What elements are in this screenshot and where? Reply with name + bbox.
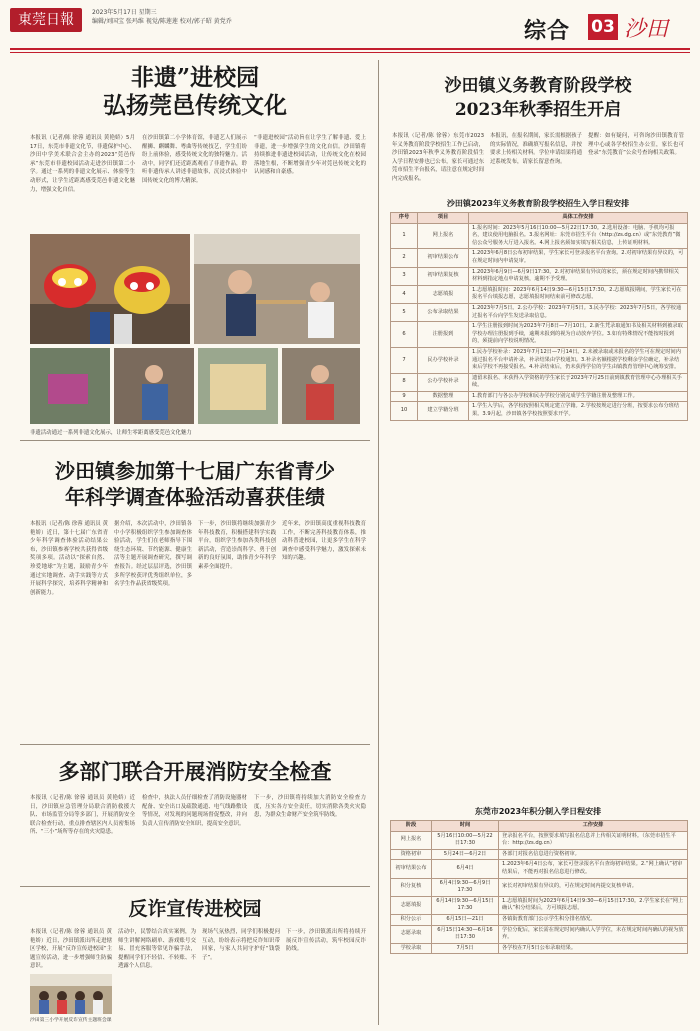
table-row [391, 896, 688, 914]
article1-title-line1: 非遗”进校园 [130, 64, 260, 91]
table-row [391, 322, 688, 348]
article1-headline [20, 64, 370, 120]
table-cell-item: 志愿填报 [418, 285, 469, 303]
article1-title-line2: 弘扬莞邑传统文化 [103, 92, 287, 119]
article2-title-line1: 沙田镇参加第十七届广东省青少 [55, 459, 335, 483]
table-cell-time: 6月14日9:30—6月15日17:30 [432, 896, 499, 914]
table-cell-detail: 1.2023年6月8日公布初审结果，学生家长可登录报名平台查询。2.对初审结果有异议的，可在规定时间内申请复审。 [469, 249, 688, 267]
page-number: 03 [588, 14, 618, 40]
table-cell-detail: 1.2023年6月4日公布，家长可登录报名平台查询初审结果。2.“网上确认”初审结果后，不能再对报名信息进行修改。 [499, 860, 688, 878]
article1-col3: “非遗进校园”活动旨在让学生了解非遗、爱上非遗，进一步增强学生的文化自信。沙田镇将持续推进非遗进校园活动，让传统文化在校园落地生根，不断增强青少年对莞邑传统文化的认同感和自豪感。 [254, 135, 366, 176]
table-row [391, 831, 688, 849]
article4-col3: 现场气氛热烈，同学们积极提问互动，纷纷表示将把反诈知识带回家，与家人共同守护好“钱袋子”。 [202, 929, 280, 961]
article2-col2: 据介绍，本次活动中，沙田镇各中小学积极组织学生参加调查体验活动，学生们在老师指导下围绕生态环境、节约能源、健康生活等主题开展调查研究，撰写调查报告。经过层层评选，沙田镇多所学校获评优秀组织单位，多名学生作品获省级奖项。 [114, 521, 192, 588]
table-cell-detail: 各镇街教育部门公示学生积分排名情况。 [499, 914, 688, 925]
table-row [391, 914, 688, 925]
table-cell-item: 初审结果公布 [418, 249, 469, 267]
table-cell-no: 8 [391, 373, 418, 391]
article2-col1: 本报讯（记者/陈 徐蓉 通讯员 黄艳娇）近日，第十七届广东省青少年科学调查体验活动结果公布，沙田镇参赛学校共获得省级奖项多项。活动以“探索自然、珍爱地球”为主题，鼓励青少年通过实地调查、动手实践等方式开展科学探究，培养科学精神和创新能力。 [30, 521, 108, 596]
table-cell-no: 6 [391, 322, 418, 348]
article2-headline [20, 458, 370, 510]
table-cell-detail: 1.学生入学后，各学校按照相关规定建立学籍。2.学校按规定进行分班，按要求公布分班结果。3.9月起，沙田镇各学校按照要求开学。 [469, 402, 688, 420]
table-cell-detail: 1.志愿填报时间为2023年6月14日9:30—6月15日17:30。2.学生家长在“网上确认”积分结果后，方可填报志愿。 [499, 896, 688, 914]
article3-col3: 下一步，沙田镇将持续加大消防安全检查力度，压实各方安全责任，切实消除各类火灾隐患，为群众生命财产安全筑牢防线。 [254, 795, 366, 819]
classroom-photo [30, 974, 112, 1014]
table-row [391, 943, 688, 954]
table-cell-no: 2 [391, 249, 418, 267]
table-cell-item: 公办学校补录 [418, 373, 469, 391]
article5-col2: 本报讯，在报名期间，家长需根据孩子的实际情况，准确填写报名信息，并按要求上传相关材料。学位申请结果将通过系统发布，请家长留意查询。 [490, 133, 582, 165]
editors-credit: 编辑/刘国宝 张玛维 视觉/陈莲莲 校对/郭子昭 黄党乔 [92, 18, 232, 25]
separator-2 [20, 744, 370, 745]
article4-col2: 活动中，民警结合真实案例，为师生讲解网络刷单、游戏账号交易、冒充客服等常见诈骗手法，提醒同学们不轻信、不转账、不透露个人信息。 [118, 929, 196, 970]
table-cell-no: 5 [391, 303, 418, 321]
separator-1 [20, 440, 370, 441]
table2-header-stage: 阶段 [391, 821, 432, 832]
column-divider [378, 60, 379, 1025]
table-row [391, 878, 688, 896]
table-cell-detail: 1.教育部门与各公办学校和民办学校分别完成学生学籍注册及整理工作。 [469, 391, 688, 402]
table-cell-item: 初审结果复核 [418, 267, 469, 285]
table1-header-row [391, 213, 688, 224]
article2-col3: 下一步，沙田镇将继续加强青少年科技教育，积极搭建科学实践平台，组织学生参加各类科技创新活动，营造崇尚科学、勇于创新的良好氛围，助推青少年科学素养全面提升。 [198, 521, 276, 570]
table1-header-item: 项目 [418, 213, 469, 224]
table-cell-detail: 1.2023年6月9日—6月9日17:30。2.对初审结果有异议的家长，须在规定时间内携带相关材料到指定地点申请复核，逾期不予受理。 [469, 267, 688, 285]
table-cell-item: 网上报名 [418, 223, 469, 249]
table-row [391, 267, 688, 285]
table-cell-detail: 家长对初审结果有异议的，可在规定时间内提交复核申请。 [499, 878, 688, 896]
table-cell-no: 3 [391, 267, 418, 285]
table-cell-detail: 遗留未报名、未获得入学资格的学生家长于2023年7月25日前到镇教育管理中心办理相关手续。 [469, 373, 688, 391]
table-row [391, 391, 688, 402]
article5-title-line2: 2023年秋季招生开启 [454, 100, 622, 120]
table-cell-time: 5月16日10:00—5月22日17:30 [432, 831, 499, 849]
table-cell-no: 10 [391, 402, 418, 420]
table-cell-detail: 1.学生注册报到时间为2023年7月8日—7月10日。2.新生凭录取通知书及相关材料到被录取学校办理注册报到手续，逾期未报到的视为自动放弃学位。3.如有特殊情况不能按时报到的，须提前向学校说明情况。 [469, 322, 688, 348]
table-cell-stage: 志愿录取 [391, 925, 432, 943]
article5-headline [388, 74, 688, 122]
table-row [391, 849, 688, 860]
table-row [391, 303, 688, 321]
table-cell-time: 6月15日—21日 [432, 914, 499, 925]
table1-header-no: 序号 [391, 213, 418, 224]
table-cell-no: 7 [391, 347, 418, 373]
article3-col1: 本报讯（记者/陈 徐蓉 通讯员 黄艳娇）近日，沙田镇应急管理分局联合消防救援大队、市场监管分局等多部门，开展消防安全联合检查行动，重点排查辖区内人员密集场所、“三小”场所等存在的火灾隐患。 [30, 795, 135, 836]
table-cell-detail: 1.报名时间：2023年5月16日10:00—5月22日17:30。2.选用设备：电脑、手机均可报名，建议使用电脑报名。3.报名网址：东莞市招生平台（http://zs.dg.cn）或“东莞教育”微信公众号服务大厅进入报名。4.网上报名须如实填写相关信息，上传证明材料。 [469, 223, 688, 249]
table-row [391, 249, 688, 267]
table-cell-time: 6月4日 [432, 860, 499, 878]
table-cell-item: 数据整理 [418, 391, 469, 402]
table-cell-stage: 志愿填报 [391, 896, 432, 914]
article1-col2: 在沙田镇第二小学体育馆，非遗艺人们展示醒狮、麒麟舞、粤曲等传统技艺，学生们纷纷上前体验，感受传统文化的独特魅力。活动中，同学们还近距离观看了非遗作品，聆听非遗传承人讲述非遗故事，沉浸式体验中国传统文化的博大精深。 [142, 135, 247, 184]
table-cell-stage: 积分公示 [391, 914, 432, 925]
newspaper-logo: 東莞日報 [10, 8, 82, 32]
table2-header-row [391, 821, 688, 832]
article4-headline: 反诈宣传进校园 [128, 898, 262, 920]
article1-col1: 本报讯（记者/陈 徐蓉 通讯员 黄艳娇）5月17日，东莞市非遗文化节，非遗保护中心、沙田中学美术联合会主办的2023“莞邑传承”东莞市非遗校园活动走进沙田镇第二小学。通过一系列的非遗文化展示、体验等生动形式，让学生近距离感受莞邑非遗文化魅力，增强文化自信。 [30, 135, 135, 193]
table-cell-stage: 初审结果公布 [391, 860, 432, 878]
article5-col3: 提醒：如有疑问，可咨询沙田镇教育管理中心或各学校招生办公室，家长也可登录“东莞教育”公众号查询相关政策。 [588, 133, 684, 157]
table-cell-item: 注册报到 [418, 322, 469, 348]
table-row [391, 402, 688, 420]
table-cell-item: 建立学籍分班 [418, 402, 469, 420]
table-row [391, 925, 688, 943]
issue-date: 2023年5月17日 星期三 [92, 9, 157, 16]
section-title: 综合 [524, 19, 571, 44]
article1-caption: 非遗活动通过一系列非遗文化展示，让师生零距离感受莞邑文化魅力 [30, 430, 192, 436]
article5-title-line1: 沙田镇义务教育阶段学校 [444, 76, 632, 96]
article4-col4: 下一步，沙田镇派出所将持续开展反诈宣传活动，筑牢校园反诈防线。 [286, 929, 366, 953]
article2-title-line2: 年科学调查体验活动喜获佳绩 [65, 485, 325, 509]
table-cell-no: 1 [391, 223, 418, 249]
article4-caption: 沙田第三小学开展反诈宣传主题班会课 [30, 1018, 112, 1023]
table-cell-time: 6月4日9:30—6月9日17:30 [432, 878, 499, 896]
table-cell-stage: 积分复核 [391, 878, 432, 896]
table-row [391, 347, 688, 373]
header-rule [10, 48, 690, 50]
table-cell-no: 9 [391, 391, 418, 402]
enrollment-schedule-table [390, 212, 688, 421]
table-cell-item: 民办学校补录 [418, 347, 469, 373]
table-row [391, 223, 688, 249]
header-rule-thin [10, 52, 690, 53]
points-schedule-table [390, 820, 688, 954]
brand-mark: 沙田 [624, 17, 669, 42]
table-cell-stage: 资格初审 [391, 849, 432, 860]
article3-headline: 多部门联合开展消防安全检查 [58, 759, 332, 784]
table-cell-item: 公布录取结果 [418, 303, 469, 321]
article2-col4: 近年来，沙田镇高度重视科技教育工作，不断完善科技教育体系，推动科普进校园，让更多学生在科学调查中感受科学魅力，激发探索未知的兴趣。 [282, 521, 366, 562]
table1-header-detail: 具体工作安排 [469, 213, 688, 224]
table-cell-no: 4 [391, 285, 418, 303]
table-cell-stage: 网上报名 [391, 831, 432, 849]
table-cell-time: 5月24日—6月2日 [432, 849, 499, 860]
article4-photo [30, 974, 112, 1014]
table-row [391, 285, 688, 303]
table-cell-detail: 1.志愿填报时间：2023年6月14日9:30—6月15日17:30。2.志愿填报期间，学生家长可在报名平台填报志愿，志愿填报时间结束前可修改志愿。 [469, 285, 688, 303]
article5-col1: 本报讯（记者/陈 徐蓉）东莞市2023年义务教育阶段学校招生工作已启动，沙田镇2023年秋季义务教育阶段招生入学日程安排也已公布，家长可通过东莞市招生平台报名，请注意在规定时间内完成报名。 [392, 133, 484, 182]
table1-title: 沙田镇2023年义务教育阶段学校招生入学日程安排 [446, 199, 630, 208]
table-cell-detail: 学位分配后，家长需在规定时间内确认入学学位，未在规定时间内确认的视为放弃。 [499, 925, 688, 943]
header-info [92, 8, 232, 26]
table-row [391, 373, 688, 391]
table-cell-detail: 登录报名平台，按照要求填写报名信息并上传相关证明材料。（东莞市招生平台：http://zs.dg.cn） [499, 831, 688, 849]
table-cell-time: 7月5日 [432, 943, 499, 954]
lion-dance-photo [30, 234, 360, 424]
table-cell-detail: 1.2023年7月5日。2.公办学校：2023年7月5日。3.民办学校：2023年7月5日，各学校通过报名平台向学生发送录取信息。 [469, 303, 688, 321]
table2-header-time: 时间 [432, 821, 499, 832]
article4-col1: 本报讯（记者/陈 徐蓉 通讯员 黄艳娇）近日，沙田镇派出所走进辖区学校，开展“反诈宣传进校园”主题宣传活动，进一步增强师生防骗意识。 [30, 929, 112, 970]
article1-photo-collage [30, 234, 360, 424]
page-header [0, 0, 700, 46]
table-cell-detail: 各学校在7月5日公布录取结果。 [499, 943, 688, 954]
table-cell-detail: 各部门对报名信息进行资格初审。 [499, 849, 688, 860]
table-row [391, 860, 688, 878]
table-cell-detail: 1.民办学校补录：2023年7月12日—7月14日。2.未被录取或未报名的学生可在规定时间内通过报名平台申请补录，补录结果由学校通知。3.补录名额根据学校剩余学位确定，补录结束后学校不再接受报名。4.补录结束后，仍未获得学位的学生由镇教育管理中心统筹安排。 [469, 347, 688, 373]
table2-header-detail: 工作安排 [499, 821, 688, 832]
article3-col2: 检查中，执法人员仔细检查了消防设施器材配备、安全出口及疏散通道、电气线路敷设等情况，对发现的问题现场督促整改，并向负责人宣传消防安全知识，提高安全意识。 [142, 795, 247, 827]
table2-title: 东莞市2023年积分制入学日程安排 [474, 807, 602, 816]
table-cell-time: 6月15日14:30—6月16日17:30 [432, 925, 499, 943]
separator-3 [20, 886, 370, 887]
table-cell-stage: 学校录取 [391, 943, 432, 954]
